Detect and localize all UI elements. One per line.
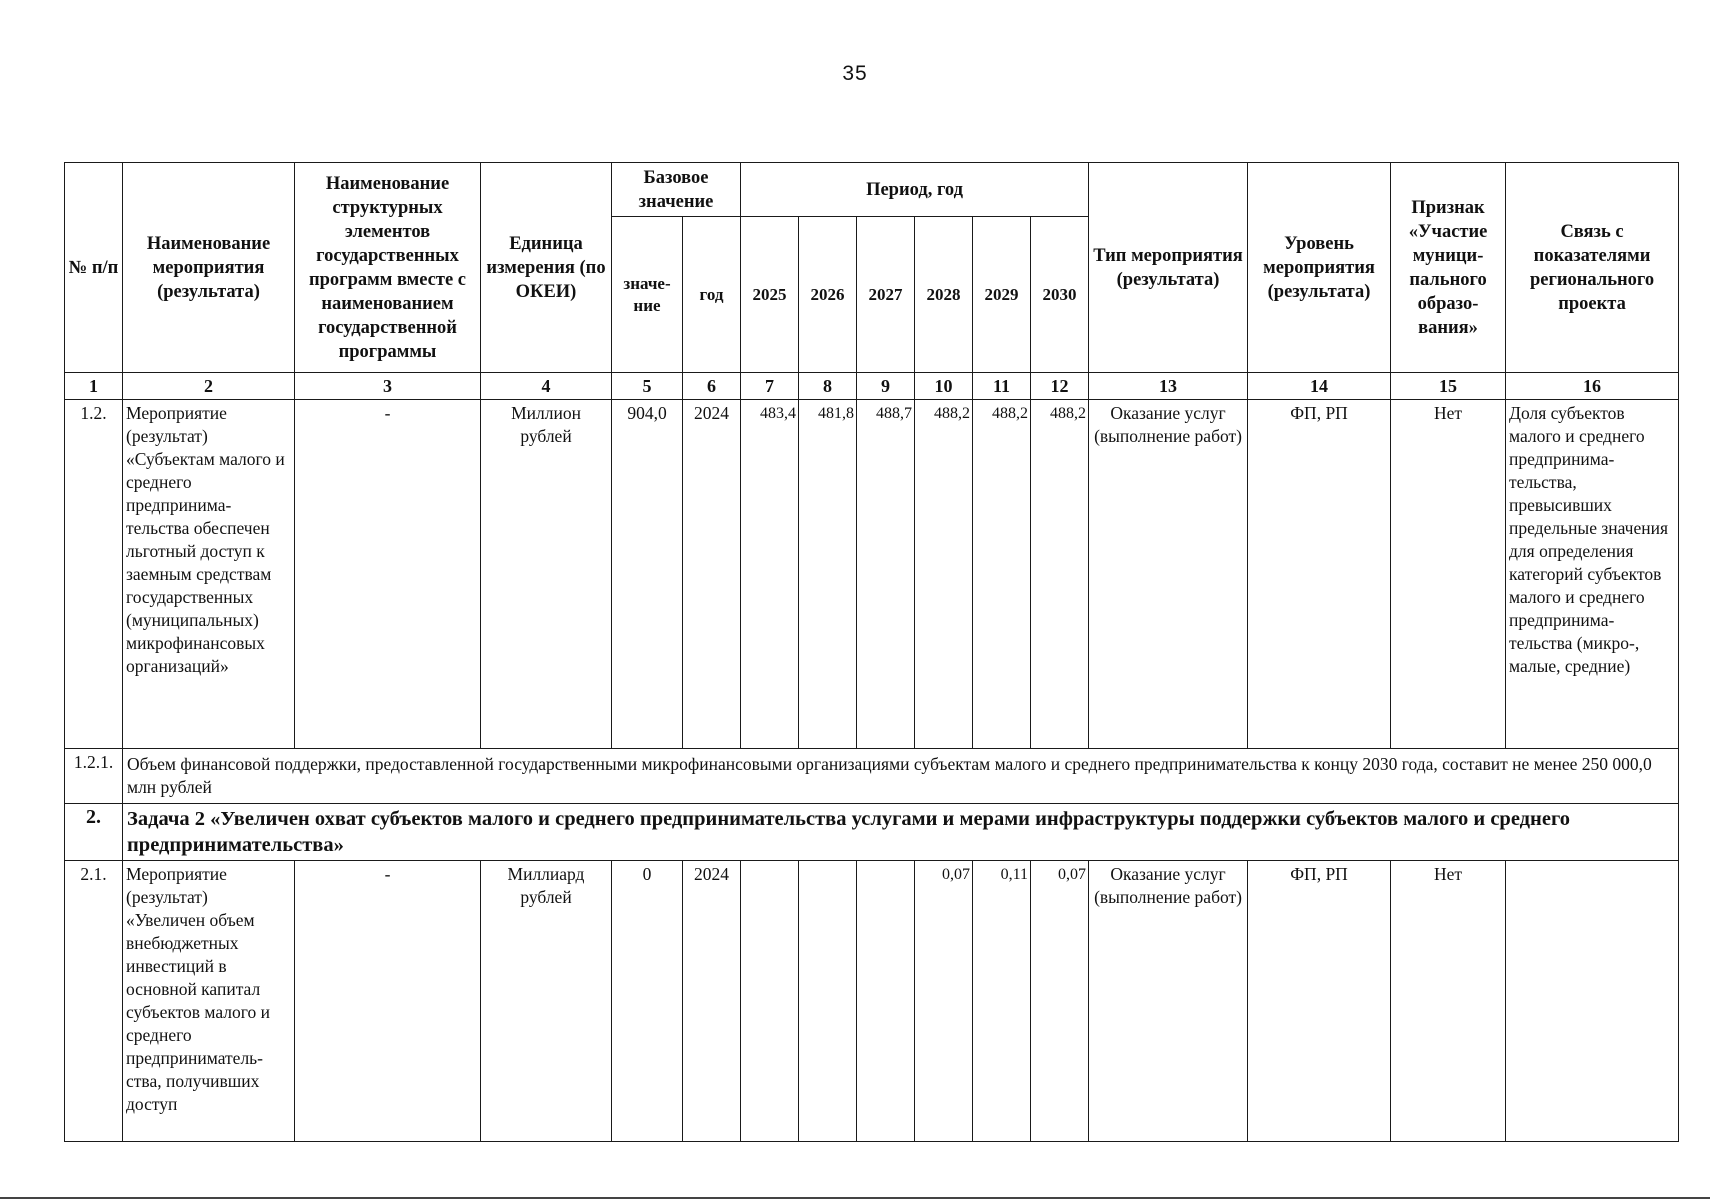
col-number: 7 <box>741 373 799 400</box>
base-year: 2024 <box>683 400 741 749</box>
value-2026: 481,8 <box>799 400 857 749</box>
row-num: 1.2.1. <box>65 749 123 804</box>
col-number: 8 <box>799 373 857 400</box>
header-year-2025: 2025 <box>741 217 799 373</box>
municipal-flag: Нет <box>1391 400 1506 749</box>
measure-type: Оказание услуг (выполнение работ) <box>1089 400 1248 749</box>
col-number: 1 <box>65 373 123 400</box>
value-2030: 488,2 <box>1031 400 1089 749</box>
col-number: 15 <box>1391 373 1506 400</box>
header-base-group: Базовое значение <box>612 163 741 217</box>
measure-level: ФП, РП <box>1248 400 1391 749</box>
task-row <box>65 804 1679 861</box>
task-title: Задача 2 «Увеличен охват субъектов малого и среднего предпринимательства услугами и мерами инфраструктуры поддержки субъектов малого и среднего предпринимательства» <box>123 804 1679 861</box>
base-value: 0 <box>612 861 683 1142</box>
header-year-2029: 2029 <box>973 217 1031 373</box>
measures-table <box>64 162 1679 1142</box>
measure-level: ФП, РП <box>1248 861 1391 1142</box>
value-2030: 0,07 <box>1031 861 1089 1142</box>
header-year-2028: 2028 <box>915 217 973 373</box>
col-number: 4 <box>481 373 612 400</box>
value-2027: 488,7 <box>857 400 915 749</box>
header-unit: Единица измерения (по ОКЕИ) <box>481 163 612 373</box>
value-2029: 0,11 <box>973 861 1031 1142</box>
page-number: 35 <box>842 62 868 85</box>
header-base-year: год <box>683 217 741 373</box>
value-2028: 488,2 <box>915 400 973 749</box>
table-row <box>65 400 1679 749</box>
table-row <box>65 861 1679 1142</box>
col-number: 13 <box>1089 373 1248 400</box>
header-num: № п/п <box>65 163 123 373</box>
col-number: 3 <box>295 373 481 400</box>
unit: Миллион рублей <box>481 400 612 749</box>
column-number-row <box>65 373 1679 400</box>
col-number: 12 <box>1031 373 1089 400</box>
col-number: 16 <box>1506 373 1679 400</box>
header-name: Наименование мероприятия (результата) <box>123 163 295 373</box>
program-element: - <box>295 400 481 749</box>
value-2029: 488,2 <box>973 400 1031 749</box>
value-2027 <box>857 861 915 1142</box>
col-number: 5 <box>612 373 683 400</box>
measure-name: Мероприятие (результат) «Субъектам малого и среднего предпринима-тельства обеспечен льготный доступ к заемным средствам государственных (муниципальных) микрофинансовых организаций» <box>123 400 295 749</box>
col-number: 9 <box>857 373 915 400</box>
indicator-link <box>1506 861 1679 1142</box>
value-2026 <box>799 861 857 1142</box>
result-description: Объем финансовой поддержки, предоставленной государственными микрофинансовыми организациями субъектам малого и среднего предпринимательства к концу 2030 года, составит не менее 250 000,0 млн рублей <box>123 749 1679 804</box>
col-number: 6 <box>683 373 741 400</box>
header-level: Уровень мероприятия (результата) <box>1248 163 1391 373</box>
page-bottom-edge <box>0 1197 1710 1199</box>
header-year-2026: 2026 <box>799 217 857 373</box>
base-value: 904,0 <box>612 400 683 749</box>
header-year-2027: 2027 <box>857 217 915 373</box>
row-num: 2.1. <box>65 861 123 1142</box>
table-row <box>65 749 1679 804</box>
row-num: 1.2. <box>65 400 123 749</box>
header-year-2030: 2030 <box>1031 217 1089 373</box>
program-element: - <box>295 861 481 1142</box>
row-num: 2. <box>65 804 123 861</box>
measure-name: Мероприятие (результат) «Увеличен объем внебюджетных инвестиций в основной капитал субъектов малого и среднего предприниматель-ства, получивших доступ <box>123 861 295 1142</box>
base-year: 2024 <box>683 861 741 1142</box>
value-2028: 0,07 <box>915 861 973 1142</box>
col-number: 11 <box>973 373 1031 400</box>
header-structural-elements: Наименование структурных элементов государственных программ вместе с наименованием государственной программы <box>295 163 481 373</box>
header-period-group: Период, год <box>741 163 1089 217</box>
value-2025: 483,4 <box>741 400 799 749</box>
municipal-flag: Нет <box>1391 861 1506 1142</box>
header-link: Связь с показателями регионального проекта <box>1506 163 1679 373</box>
indicator-link: Доля субъектов малого и среднего предпринима-тельства, превысивших предельные значения для определения категорий субъектов малого и среднего предпринима-тельства (микро-, малые, средние) <box>1506 400 1679 749</box>
col-number: 14 <box>1248 373 1391 400</box>
value-2025 <box>741 861 799 1142</box>
measure-type: Оказание услуг (выполнение работ) <box>1089 861 1248 1142</box>
header-type: Тип мероприятия (результата) <box>1089 163 1248 373</box>
header-base-value: значе-ние <box>612 217 683 373</box>
col-number: 10 <box>915 373 973 400</box>
unit: Миллиард рублей <box>481 861 612 1142</box>
header-municipal: Признак «Участие муници-пального образо-вания» <box>1391 163 1506 373</box>
col-number: 2 <box>123 373 295 400</box>
